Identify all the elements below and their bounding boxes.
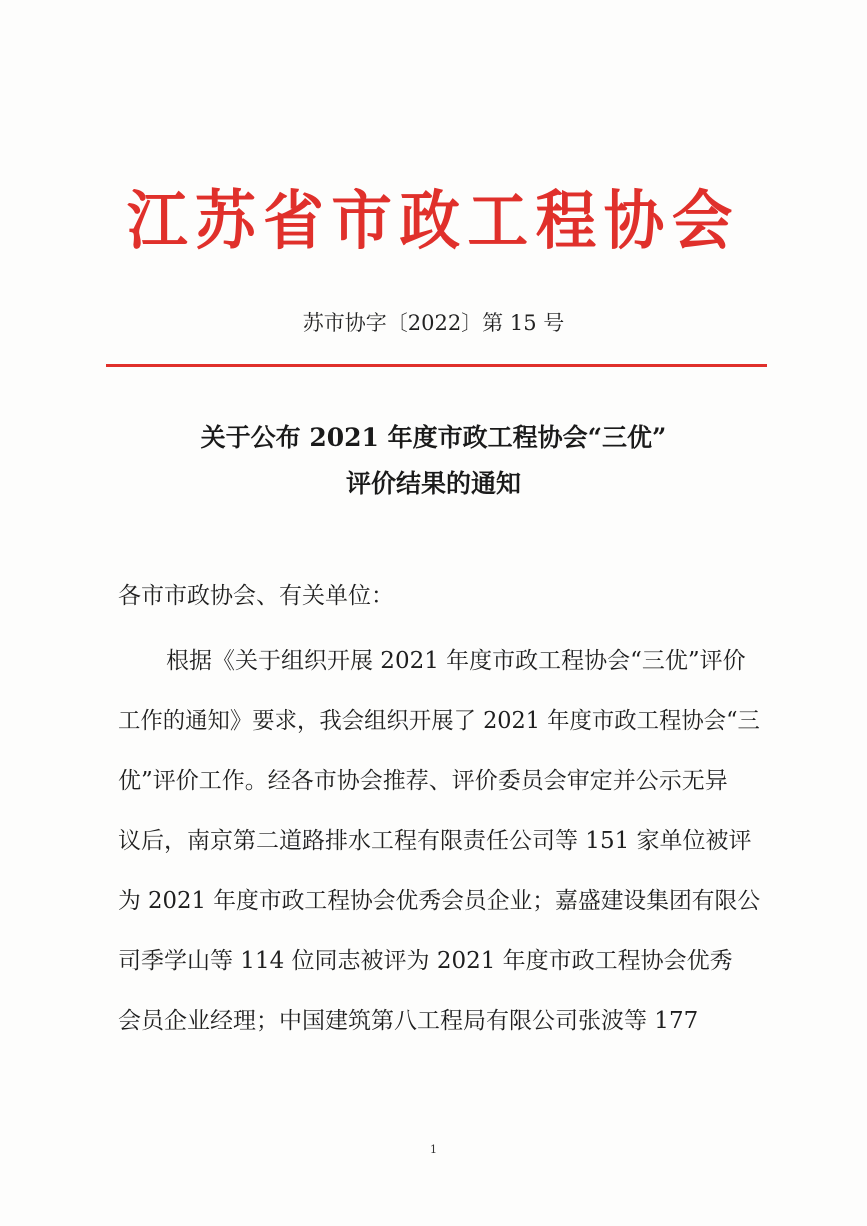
body-line-6: 司季学山等 114 位同志被评为 2021 年度市政工程协会优秀 [118,948,733,974]
header-divider [106,364,767,367]
body-line-4: 议后，南京第二道路排水工程有限责任公司等 151 家单位被评 [118,828,752,854]
body-line-7: 会员企业经理；中国建筑第八工程局有限公司张波等 177 [118,1008,699,1034]
salutation: 各市市政协会、有关单位： [118,583,394,609]
body-line-2: 工作的通知》要求，我会组织开展了 2021 年度市政工程协会“三 [118,708,760,734]
document-number: 苏市协字〔2022〕第 15 号 [302,311,565,335]
notice-title-line-2: 评价结果的通知 [345,469,521,498]
notice-title-line-1: 关于公布 2021 年度市政工程协会“三优” [200,423,667,452]
body-line-5: 为 2021 年度市政工程协会优秀会员企业；嘉盛建设集团有限公 [118,888,761,914]
body-line-1: 根据《关于组织开展 2021 年度市政工程协会“三优”评价 [166,648,746,674]
page-number: 1 [430,1143,437,1156]
body-line-3: 优”评价工作。经各市协会推荐、评价委员会审定并公示无异 [118,768,728,794]
organization-letterhead: 江苏省市政工程协会 [127,184,740,259]
